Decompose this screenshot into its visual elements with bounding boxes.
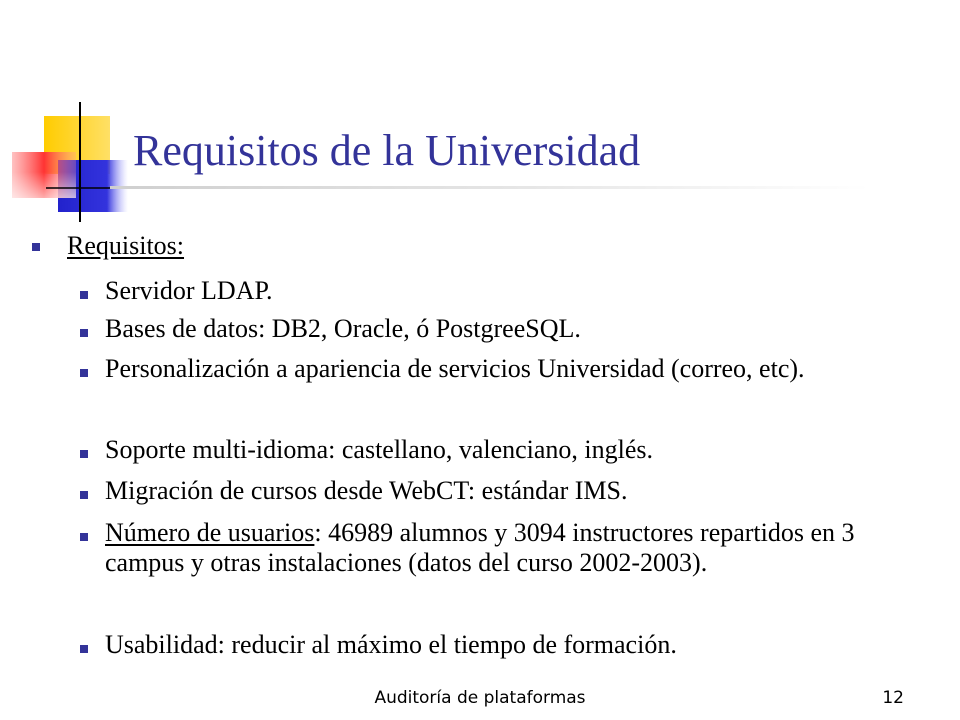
list-item xyxy=(105,276,915,306)
list-item xyxy=(105,518,915,578)
bullet-square xyxy=(80,369,88,377)
title-underline-rule xyxy=(110,186,870,189)
bullet-square xyxy=(80,645,88,653)
list-item xyxy=(105,630,915,660)
usuarios-label: Número de usuarios xyxy=(105,518,315,547)
decorative-logo xyxy=(0,0,140,230)
list-item xyxy=(105,476,915,506)
list-item-text: Personalización a apariencia de servicios Universidad (correo, etc). xyxy=(105,354,805,383)
bullet-square xyxy=(80,450,88,458)
bullet-heading xyxy=(67,231,917,261)
bullet-square xyxy=(80,329,88,337)
slide-title: Requisitos de la Universidad xyxy=(133,126,641,175)
bullet-square xyxy=(80,533,88,541)
list-item xyxy=(105,435,915,465)
list-item xyxy=(105,314,915,344)
list-item-text: Soporte multi-idioma: castellano, valenciano, inglés. xyxy=(105,435,654,464)
list-item-text: : 46989 alumnos y 3094 instructores repartidos en 3 campus y otras instalaciones (datos del curso 2002-2003). xyxy=(105,518,855,577)
bullet-square xyxy=(80,291,88,299)
page-number: 12 xyxy=(882,688,904,708)
footer-text: Auditoría de plataformas xyxy=(374,688,586,708)
list-item xyxy=(105,354,915,384)
list-item-text: Servidor LDAP. xyxy=(105,276,273,305)
list-item-text: Migración de cursos desde WebCT: estándar IMS. xyxy=(105,476,628,505)
list-item-text: Bases de datos: DB2, Oracle, ó PostgreeSQL. xyxy=(105,314,581,343)
requisitos-heading: Requisitos: xyxy=(67,231,185,260)
bullet-square xyxy=(80,491,88,499)
list-item-text: Usabilidad: reducir al máximo el tiempo de formación. xyxy=(105,630,677,659)
bullet-square xyxy=(32,243,40,251)
